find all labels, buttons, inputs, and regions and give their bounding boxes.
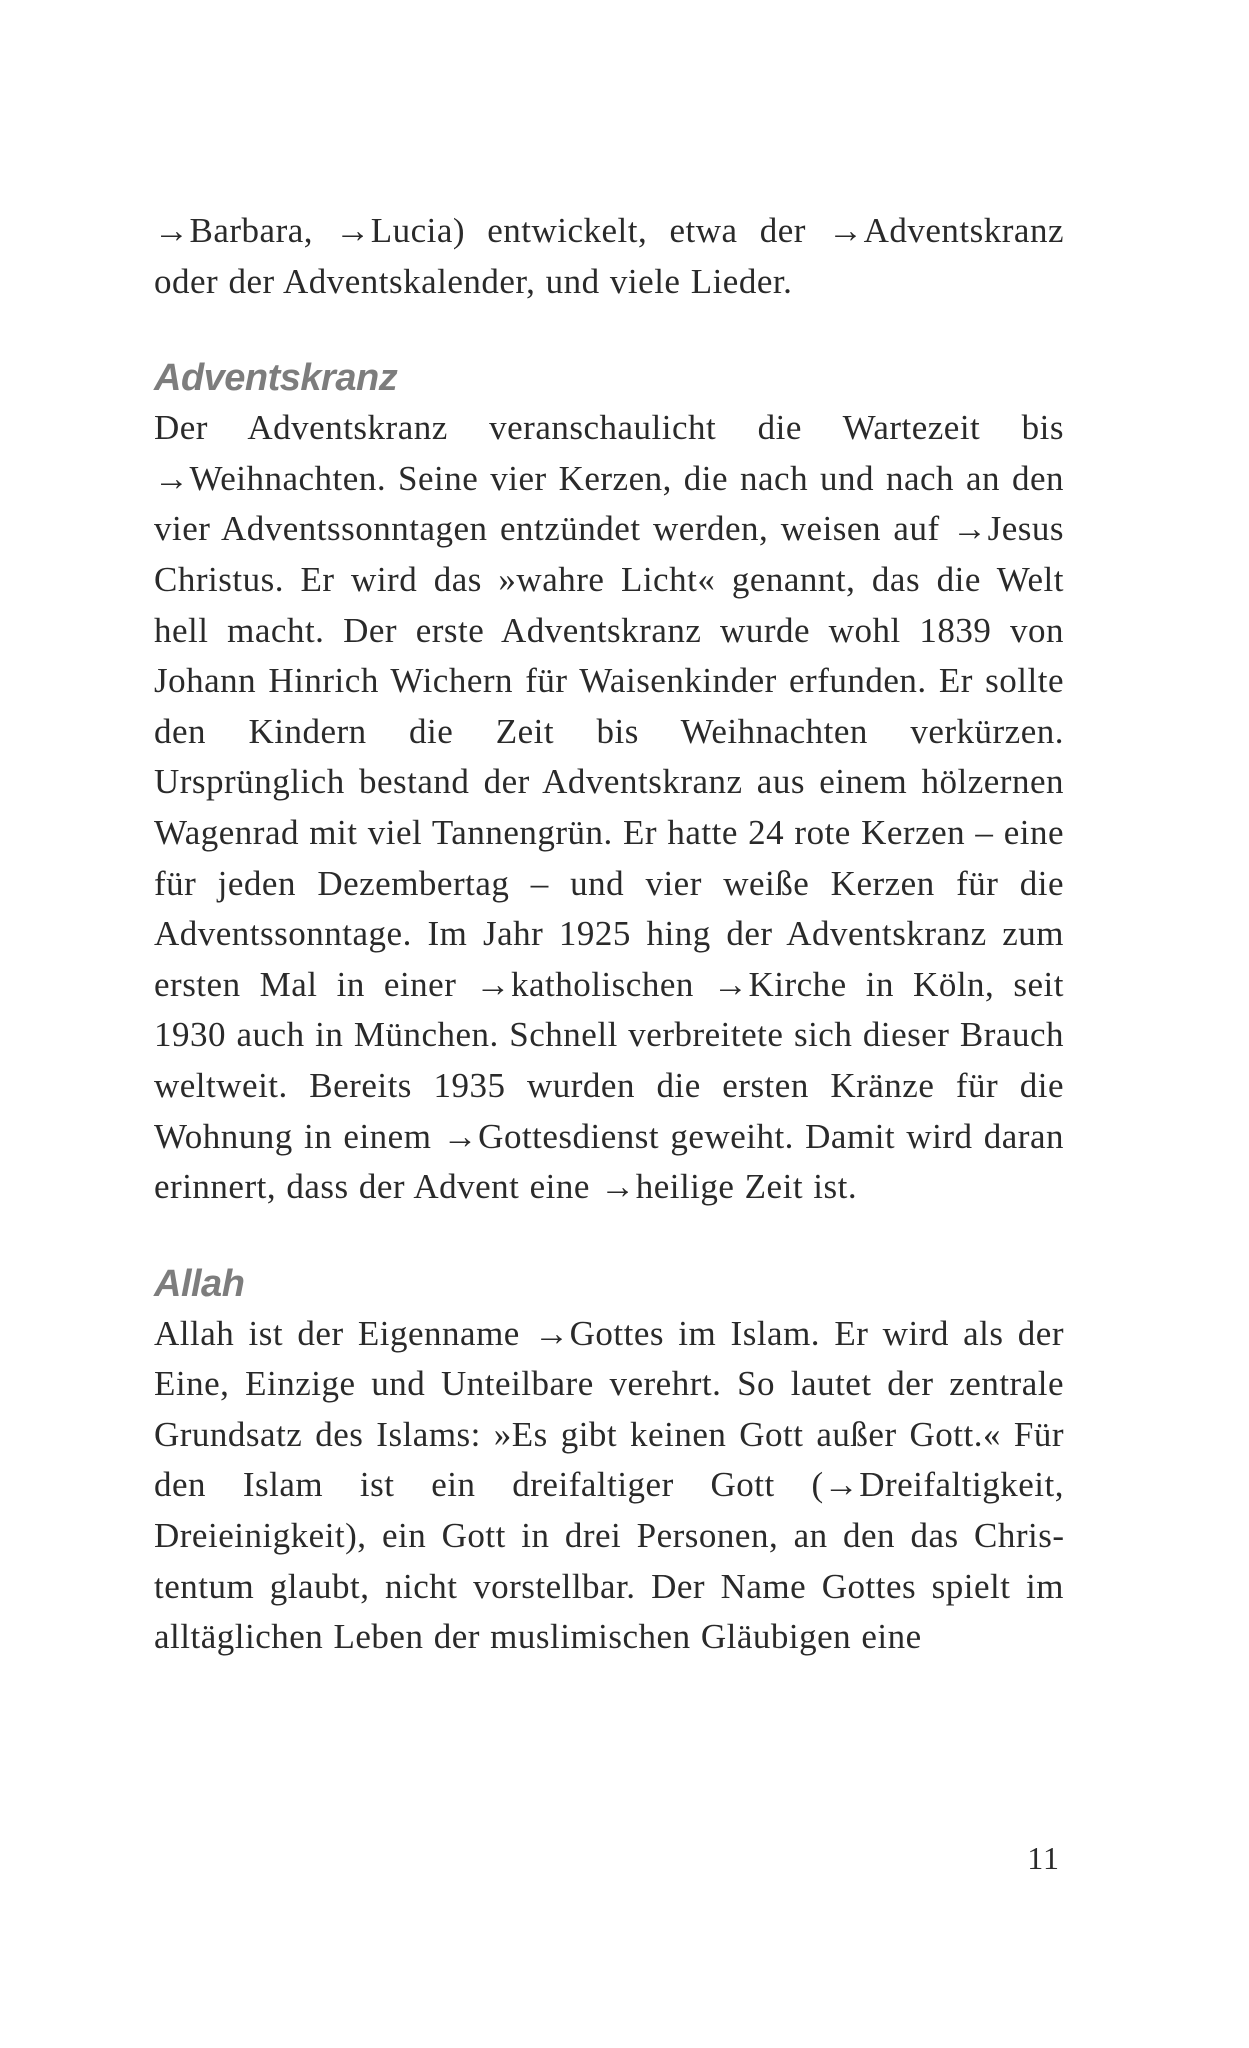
text-column: [154, 206, 1064, 1663]
entry-text-allah: Allah ist der Eigenname →Gottes im Islam. Er wird als der Eine, Einzige und Unteilbare verehrt. So lautet der zentrale Grundsatz des Islams: »Es gibt keinen Gott außer Gott.« Für den Islam ist ein dreifaltiger Gott (→Dreifaltigkeit, Dreieinigkeit), ein Gott in drei Personen, an den das Christentum glaubt, nicht vorstellbar. Der Name Gottes spielt im alltäglichen Leben der muslimischen Gläubigen eine: [154, 1313, 1064, 1657]
entry-heading-adventskranz: Adventskranz: [154, 357, 398, 400]
page-number: 11: [1027, 1840, 1060, 1876]
entry-heading-allah: Allah: [154, 1262, 245, 1305]
intro-paragraph: →Barbara, →Lucia) entwickelt, etwa der →Adventskranz oder der Adventskalender, und viele Lieder.: [154, 211, 1064, 301]
entry-text-adventskranz: Der Adventskranz veranschaulicht die Wartezeit bis →Weihnachten. Seine vier Kerzen, die nach und nach an den vier Adventssonntagen entzündet werden, weisen auf →Jesus Christus. Er wird das »wahre Licht« genannt, das die Welt hell macht. Der erste Adventskranz wurde wohl 1839 von Johann Hinrich Wichern für Waisenkinder erfunden. Er sollte den Kindern die Zeit bis Weihnachten verkürzen. Ursprünglich bestand der Adventskranz aus einem hölzernen Wagenrad mit viel Tannengrün. Er hatte 24 rote Kerzen – eine für jeden Dezembertag – und vier weiße Kerzen für die Adventssonntage. Im Jahr 1925 hing der Adventskranz zum ersten Mal in einer →katholischen →Kirche in Köln, seit 1930 auch in München. Schnell verbreitete sich dieser Brauch weltweit. Bereits 1935 wurden die ersten Kränze für die Wohnung in einem →Gottesdienst geweiht. Damit wird daran erinnert, dass der Advent eine →heilige Zeit ist.: [154, 408, 1064, 1207]
